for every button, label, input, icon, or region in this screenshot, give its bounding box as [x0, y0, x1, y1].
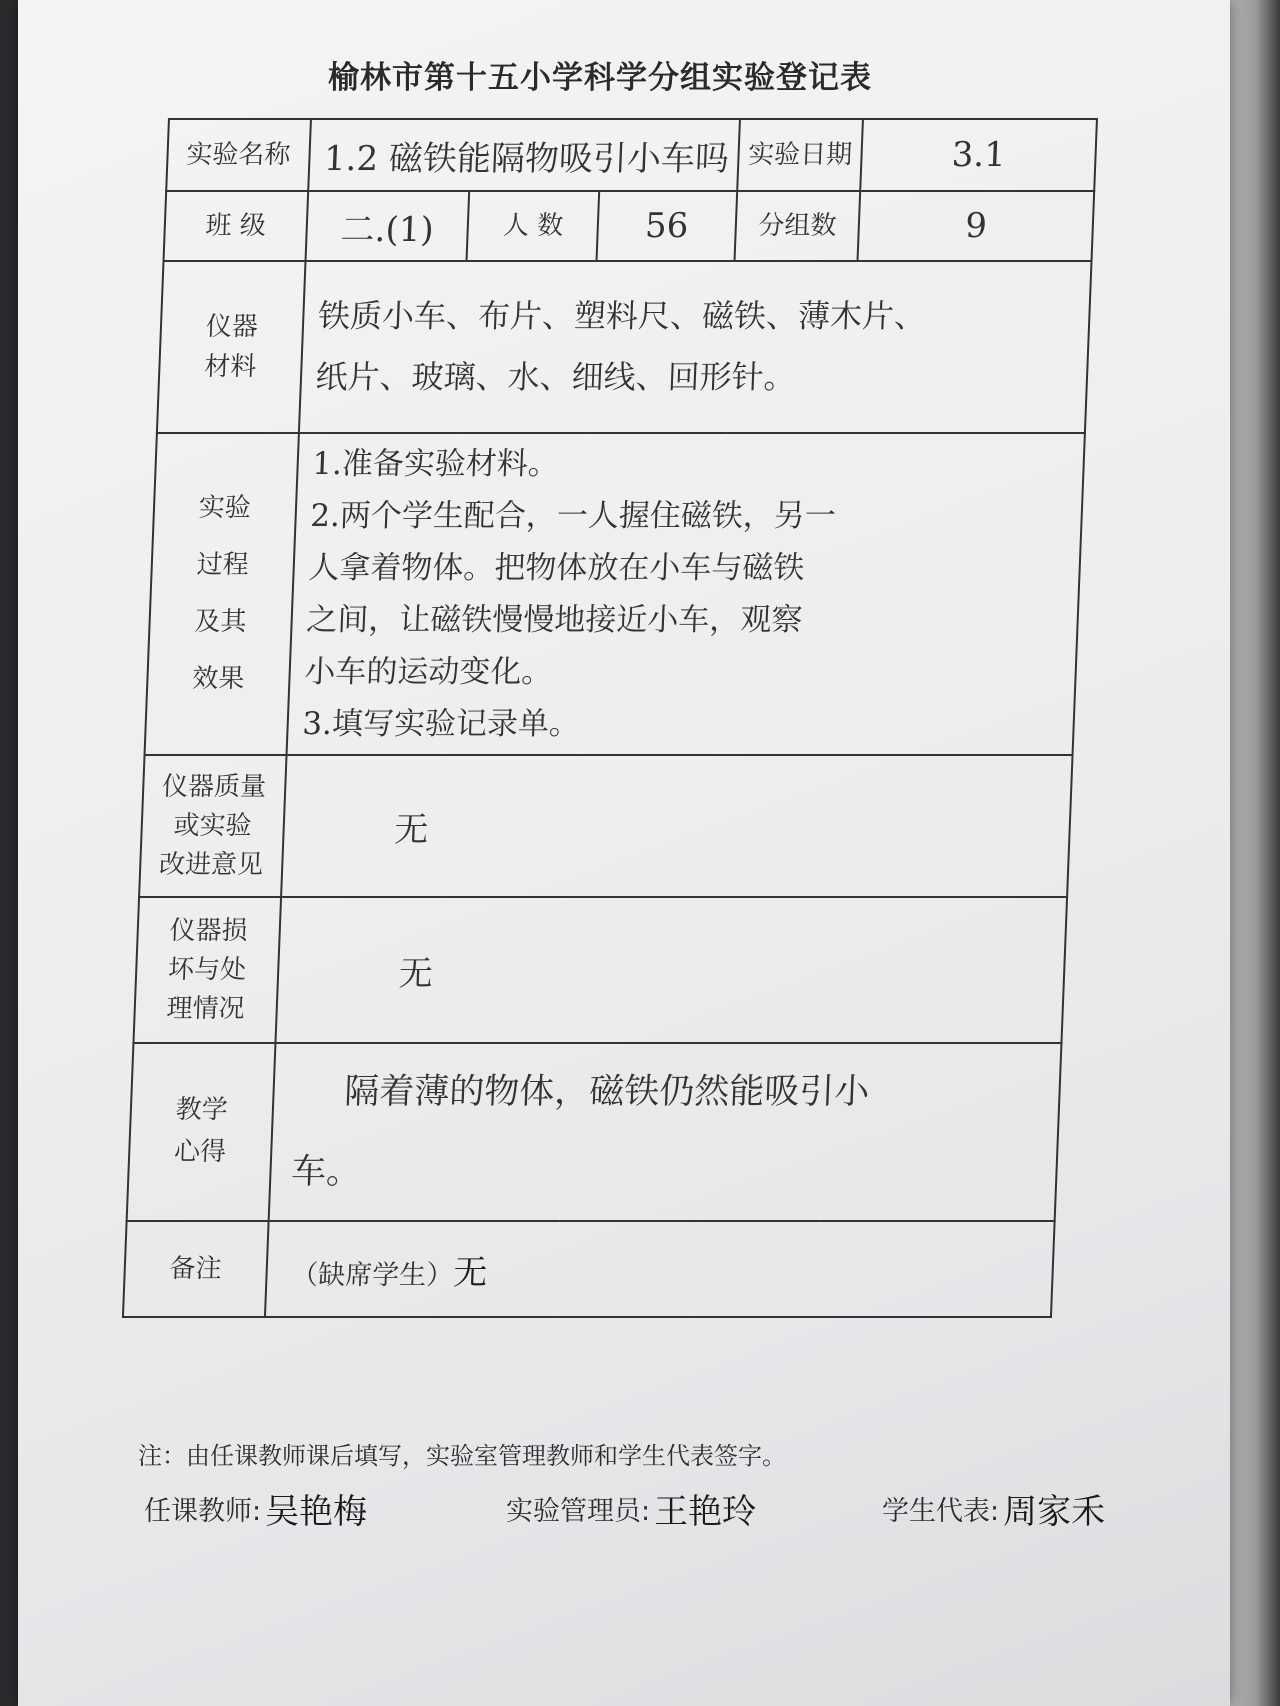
process-label-line: 及其 [193, 607, 248, 637]
group-count-label: 分组数 [734, 191, 860, 261]
row-experiment-name [166, 119, 1097, 191]
teaching-label-line: 教学 [175, 1095, 229, 1126]
footnote: 注：由任课教师课后填写，实验室管理教师和学生代表签字。 [138, 1442, 786, 1470]
row-process [145, 433, 1085, 755]
quality-value: 无 [281, 755, 1073, 897]
student-rep-signature [882, 1484, 1105, 1533]
student-rep-label: 学生代表: [882, 1496, 1000, 1527]
quality-label-line: 仪器质量 [161, 771, 267, 802]
row-class-info [164, 191, 1095, 261]
process-line: 人拿着物体。把物体放在小车与磁铁 [307, 550, 806, 586]
materials-label-line: 材料 [203, 352, 257, 382]
lab-admin-label: 实验管理员: [506, 1496, 651, 1527]
damage-label-line: 仪器损 [169, 915, 249, 946]
group-count-value: 9 [858, 191, 1094, 261]
student-rep-signature-value: 周家禾 [1003, 1492, 1106, 1532]
form-title: 榆林市第十五小学科学分组实验登记表 [328, 60, 872, 96]
process-label-line: 实验 [198, 492, 252, 523]
materials-value [299, 261, 1092, 433]
damage-label-line: 坏与处 [167, 954, 247, 985]
headcount-label: 人 数 [467, 191, 599, 261]
quality-label-line: 改进意见 [158, 849, 264, 880]
experiment-name-value: 1.2 磁铁能隔物吸引小车吗 [308, 119, 740, 191]
experiment-date-label: 实验日期 [737, 119, 863, 191]
teacher-signature [144, 1484, 367, 1533]
quality-label [139, 755, 286, 897]
row-materials [157, 261, 1092, 433]
process-line: 3.填写实验记录单。 [301, 706, 581, 742]
registration-table [122, 118, 1098, 1318]
process-line: 1.准备实验材料。 [311, 446, 560, 482]
teacher-signature-value: 吴艳梅 [265, 1492, 368, 1532]
experiment-name-label: 实验名称 [166, 119, 310, 191]
teaching-line: 隔着薄的物体，磁铁仍然能吸引小 [343, 1072, 871, 1112]
teaching-line: 车。 [290, 1152, 362, 1192]
quality-label-line: 或实验 [173, 810, 253, 841]
process-line: 小车的运动变化。 [303, 654, 554, 690]
row-remarks [123, 1221, 1055, 1317]
headcount-value: 56 [597, 191, 737, 261]
row-damage [133, 897, 1067, 1043]
damage-value: 无 [275, 897, 1067, 1043]
process-label-line: 过程 [196, 549, 250, 580]
signature-row [144, 1484, 1164, 1554]
row-teaching [127, 1043, 1062, 1221]
teaching-value [268, 1043, 1061, 1221]
row-quality [139, 755, 1072, 897]
remarks-value [265, 1221, 1055, 1317]
materials-label [157, 261, 305, 433]
remarks-label: 备注 [123, 1221, 268, 1317]
teacher-label: 任课教师: [144, 1496, 262, 1527]
class-value: 二.(1) [305, 191, 469, 261]
class-label: 班 级 [164, 191, 308, 261]
remarks-handwritten-value: 无 [452, 1252, 489, 1293]
process-label [145, 433, 299, 755]
experiment-date-value: 3.1 [861, 119, 1097, 191]
paper-sheet [18, 0, 1230, 1706]
damage-label [133, 897, 280, 1043]
materials-line: 铁质小车、布片、塑料尺、磁铁、薄木片、 [317, 297, 927, 335]
remarks-prefix: （缺席学生） [290, 1259, 454, 1291]
lab-admin-signature [506, 1484, 756, 1533]
teaching-label [127, 1043, 275, 1221]
process-line: 2.两个学生配合，一人握住磁铁，另一 [309, 498, 837, 534]
process-line: 之间，让磁铁慢慢地接近小车，观察 [305, 602, 804, 638]
process-label-line: 效果 [191, 664, 245, 695]
process-value [286, 433, 1085, 755]
materials-line: 纸片、玻璃、水、细线、回形针。 [314, 358, 797, 396]
lab-admin-signature-value: 王艳玲 [654, 1492, 757, 1532]
materials-label-line: 仪器 [205, 311, 259, 342]
damage-label-line: 理情况 [166, 993, 246, 1024]
teaching-label-line: 心得 [173, 1137, 227, 1167]
